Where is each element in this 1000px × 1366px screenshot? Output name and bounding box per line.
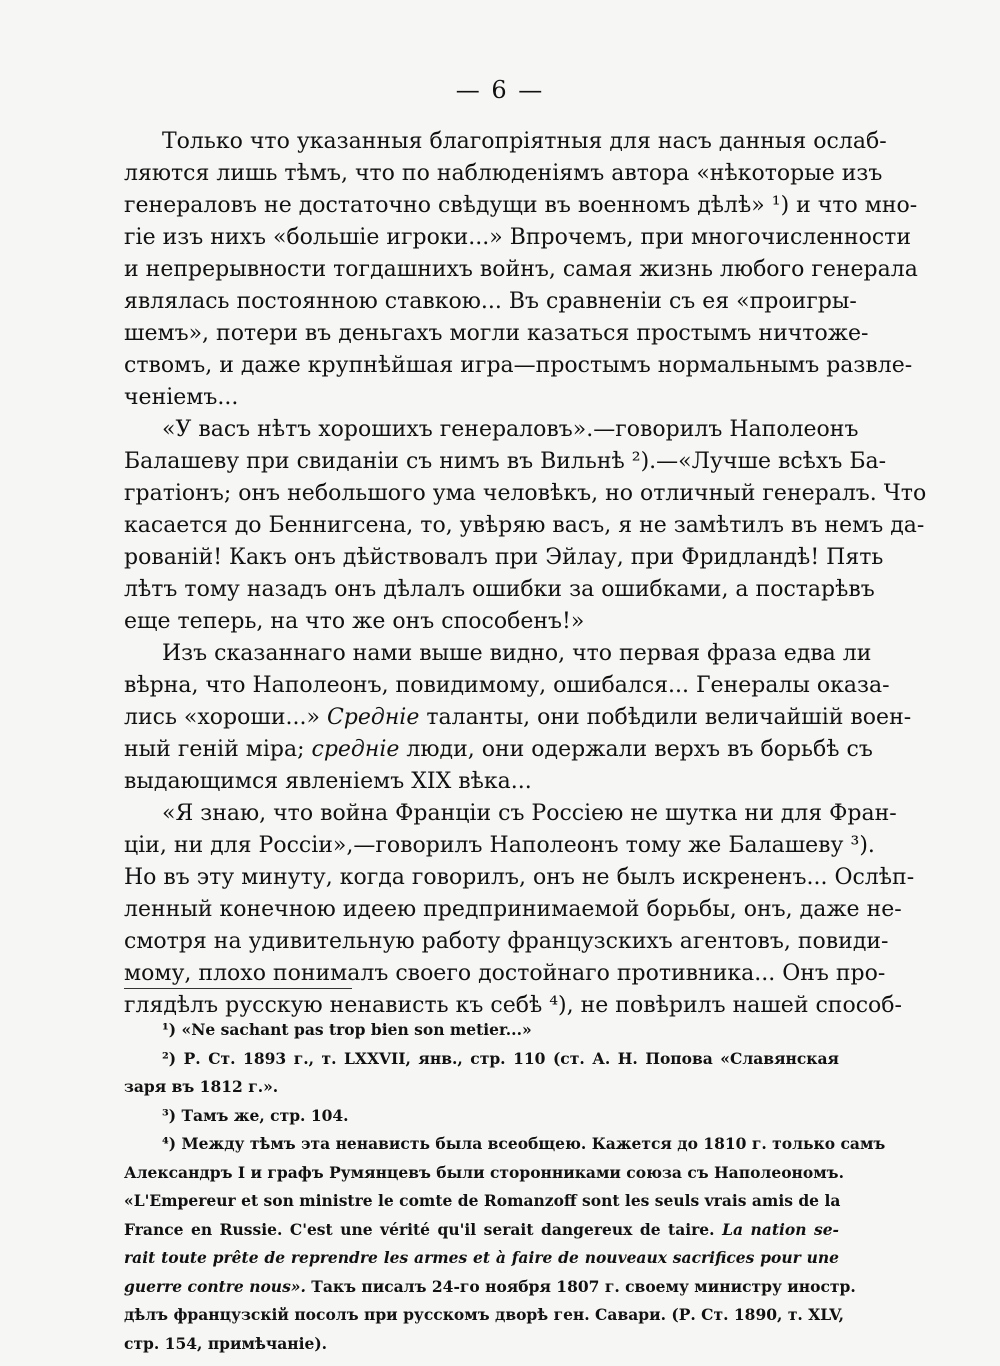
text-line: «У васъ нѣтъ хорошихъ генераловъ».—говорилъ Наполеонъ [162, 417, 859, 442]
text-line [124, 734, 873, 766]
footnote-line: ¹) «Ne sachant pas trop bien son metier...» [162, 1020, 532, 1039]
text-line: и непрерывности тогдашнихъ войнъ, самая жизнь любого генерала [124, 257, 918, 282]
text-line: Но въ эту минуту, когда говорилъ, онъ не былъ искрененъ... Ослѣп- [124, 865, 915, 890]
footnotes [124, 1016, 886, 1358]
text-line: вѣрна, что Наполеонъ, повидимому, ошибался... Генералы оказа- [124, 673, 890, 698]
text-line: ствомъ, и даже крупнѣйшая игра—простымъ нормальнымъ развле- [124, 353, 913, 378]
footnote-line [124, 1273, 856, 1302]
footnote-segment: Такъ писалъ 24-го ноября 1807 г. своему министру иностр. [311, 1276, 856, 1296]
footnote-line [124, 1216, 839, 1245]
footnote-line: «L'Empereur et son ministre le comte de Romanzoff sont les seuls vrais amis de la [124, 1191, 841, 1210]
italic-text: средніе [311, 737, 400, 762]
footnote-line: стр. 154, примѣчаніе). [124, 1333, 328, 1353]
footnote-divider [124, 988, 352, 989]
text-line [124, 702, 912, 734]
footnote-line: дѣлъ французскій посолъ при русскомъ дворѣ ген. Савари. (Р. Ст. 1890, т. XLV, [124, 1305, 845, 1324]
text-line: шемъ», потери въ деньгахъ могли казаться простымъ ничтоже- [124, 321, 869, 346]
footnote-line: ⁴) Между тѣмъ эта ненависть была всеобщею. Кажется до 1810 г. только самъ [162, 1134, 886, 1153]
text-line: гратіонъ; онъ небольшого ума человѣкъ, но отличный генералъ. Что [124, 481, 927, 506]
text-line: смотря на удивительную работу французскихъ агентовъ, повиди- [124, 929, 889, 954]
footnote-line: ²) Р. Ст. 1893 г., т. LXXVII, янв., стр. 110 (ст. А. Н. Попова «Славянская [162, 1048, 839, 1068]
text-line: Изъ сказаннаго нами выше видно, что первая фраза едва ли [162, 641, 872, 666]
text-line: ченіемъ... [124, 385, 239, 410]
text-line: мому, плохо понималъ своего достойнаго противника... Онъ про- [124, 961, 886, 986]
footnote-line: заря въ 1812 г.». [124, 1077, 279, 1096]
text-line: выдающимся явленіемъ XIX вѣка... [124, 769, 532, 794]
text-line: Балашеву при свиданіи съ нимъ въ Вильнѣ ²).—«Лучше всѣхъ Ба- [124, 449, 887, 474]
text-line: лѣтъ тому назадъ онъ дѣлалъ ошибки за ошибками, а постарѣвъ [124, 577, 875, 602]
text-line: рованій! Какъ онъ дѣйствовалъ при Эйлау, при Фридландѣ! Пять [124, 545, 884, 570]
text-segment: люди, они одержали верхъ въ борьбѣ съ [406, 737, 873, 762]
text-line: глядѣлъ русскую ненависть къ себѣ ⁴), не повѣрилъ нашей способ- [124, 993, 902, 1018]
text-line: «Я знаю, что война Франціи съ Россіею не шутка ни для Фран- [162, 801, 897, 826]
text-segment: лись «хороши...» [124, 705, 320, 730]
text-line: гіе изъ нихъ «большіе игроки...» Впрочемъ, при многочисленности [124, 225, 911, 250]
text-line: ляются лишь тѣмъ, что по наблюденіямъ автора «нѣкоторые изъ [124, 161, 883, 186]
footnote-line: ³) Тамъ же, стр. 104. [162, 1105, 349, 1125]
text-line: ціи, ни для Россіи»,—говорилъ Наполеонъ тому же Балашеву ³). [124, 833, 875, 858]
italic-text: Средніе [326, 705, 420, 730]
text-line: еще теперь, на что же онъ способенъ!» [124, 609, 585, 634]
text-line: Только что указанныя благопріятныя для насъ данныя ослаб- [162, 129, 887, 154]
text-segment: таланты, они побѣдили величайшій воен- [426, 705, 912, 730]
footnote-line: Александръ I и графъ Румянцевъ были сторонниками союза съ Наполеономъ. [124, 1162, 844, 1182]
footnote-line: rait toute prête de reprendre les armes et à faire de nouveaux sacrifices pour une [124, 1248, 839, 1267]
text-line: касается до Беннигсена, то, увѣряю васъ, я не замѣтилъ въ немъ да- [124, 513, 925, 538]
main-text [124, 126, 927, 1022]
footnote-segment: France en Russie. C'est une vérité qu'il serait dangereux de taire. [124, 1219, 715, 1239]
italic-text: La nation se- [722, 1219, 839, 1239]
page-number: — 6 — [455, 76, 545, 104]
text-line: генераловъ не достаточно свѣдущи въ военномъ дѣлѣ» ¹) и что мно- [124, 193, 918, 218]
text-line: являлась постоянною ставкою... Въ сравненіи съ ея «проигры- [124, 289, 857, 314]
text-line: ленный конечною идеею предпринимаемой борьбы, онъ, даже не- [124, 897, 902, 922]
text-segment: ный геній міра; [124, 737, 305, 762]
italic-text: guerre contre nous». [124, 1276, 306, 1296]
